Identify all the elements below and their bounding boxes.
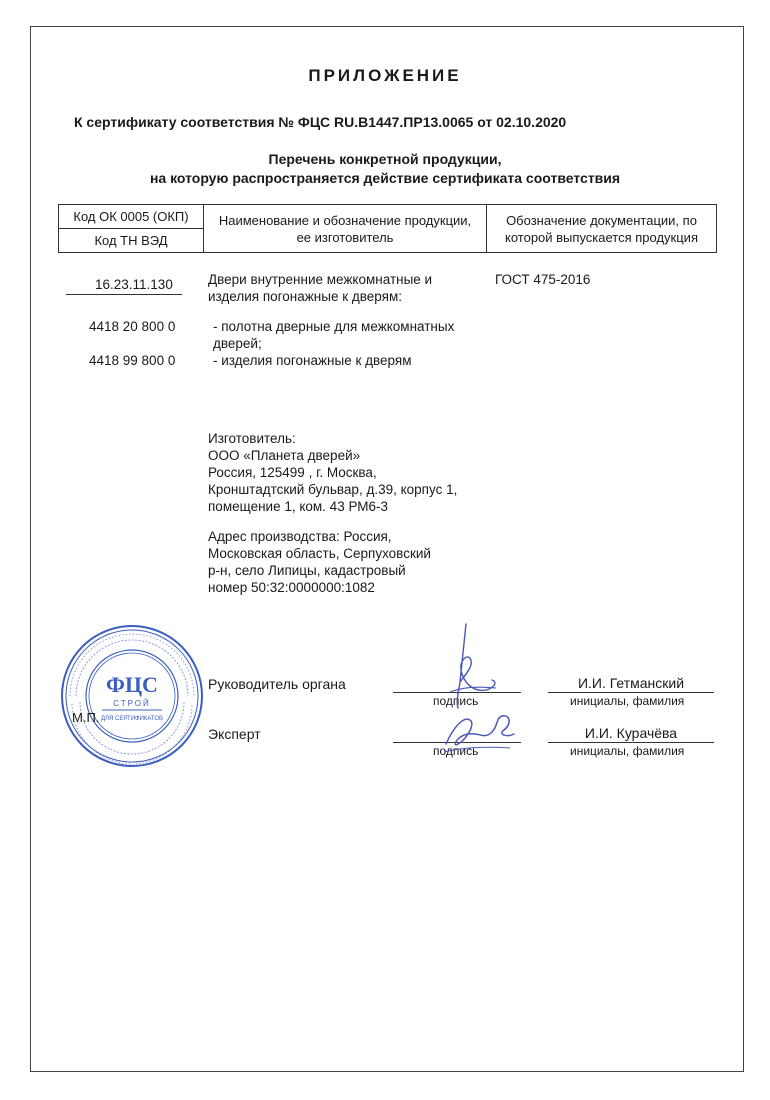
manufacturer-address-1: Россия, 125499 , г. Москва,	[208, 465, 377, 480]
subtitle-line-2: на которую распространяется действие сертификата соответствия	[149, 170, 621, 186]
subtitle-line-1: Перечень конкретной продукции,	[268, 151, 502, 167]
manufacturer-address-3: помещение 1, ком. 43 РМ6-3	[208, 499, 389, 514]
head-signature-caption: подпись	[433, 694, 479, 708]
stamp-center-text: ФЦС	[106, 672, 158, 697]
manufacturer-company: ООО «Планета дверей»	[208, 448, 361, 463]
head-signature	[436, 622, 506, 712]
seal-place-label: М.П.	[72, 710, 100, 725]
product-item-2: - изделия погонажные к дверям	[213, 353, 412, 368]
certification-stamp	[58, 622, 206, 770]
expert-signature-caption: подпись	[433, 744, 479, 758]
header-product-name: Наименование и обозначение продукции, ее изготовитель	[203, 204, 487, 253]
expert-label: Эксперт	[208, 726, 261, 742]
expert-name-line	[548, 742, 714, 743]
production-address-block	[208, 528, 498, 596]
standard-reference: ГОСТ 475-2016	[495, 272, 591, 287]
head-initials-caption: инициалы, фамилия	[570, 694, 685, 708]
product-title: Двери внутренние межкомнатные и изделия погонажные к дверям:	[208, 272, 433, 304]
page-title: ПРИЛОЖЕНИЕ	[308, 66, 462, 85]
tn-code-2: 4418 99 800 0	[89, 353, 176, 368]
head-name: И.И. Гетманский	[577, 675, 685, 691]
header-tn-ved-code: Код ТН ВЭД	[58, 228, 204, 253]
okp-code-value: 16.23.11.130	[95, 277, 173, 292]
expert-initials-caption: инициалы, фамилия	[570, 744, 685, 758]
stamp-sub-text: СТРОЙ	[113, 699, 151, 708]
certificate-reference: К сертификату соответствия № ФЦС RU.B1447.ПР13.0065 от 02.10.2020	[74, 114, 567, 130]
tn-code-1: 4418 20 800 0	[89, 319, 176, 334]
head-of-body-label: Руководитель органа	[208, 676, 346, 692]
expert-signature	[440, 706, 520, 756]
production-address-2: Московская область, Серпуховский	[208, 546, 431, 561]
head-name-line	[548, 692, 714, 693]
manufacturer-block	[208, 430, 498, 515]
production-address-4: номер 50:32:0000000:1082	[208, 580, 375, 595]
production-address-3: р-н, село Липицы, кадастровый	[208, 563, 406, 578]
header-documentation: Обозначение документации, по которой выпускается продукция	[486, 204, 717, 253]
stamp-bottom-text: ДЛЯ СЕРТИФИКАТОВ	[100, 716, 164, 722]
product-item-1: - полотна дверные для межкомнатных дверей;	[213, 319, 455, 351]
production-address-1: Адрес производства: Россия,	[208, 529, 392, 544]
header-okp-code: Код ОК 0005 (ОКП)	[58, 204, 204, 229]
manufacturer-heading: Изготовитель:	[208, 431, 296, 446]
okp-code-underline	[66, 294, 182, 295]
expert-name: И.И. Курачёва	[584, 725, 678, 741]
manufacturer-address-2: Кронштадтский бульвар, д.39, корпус 1,	[208, 482, 458, 497]
